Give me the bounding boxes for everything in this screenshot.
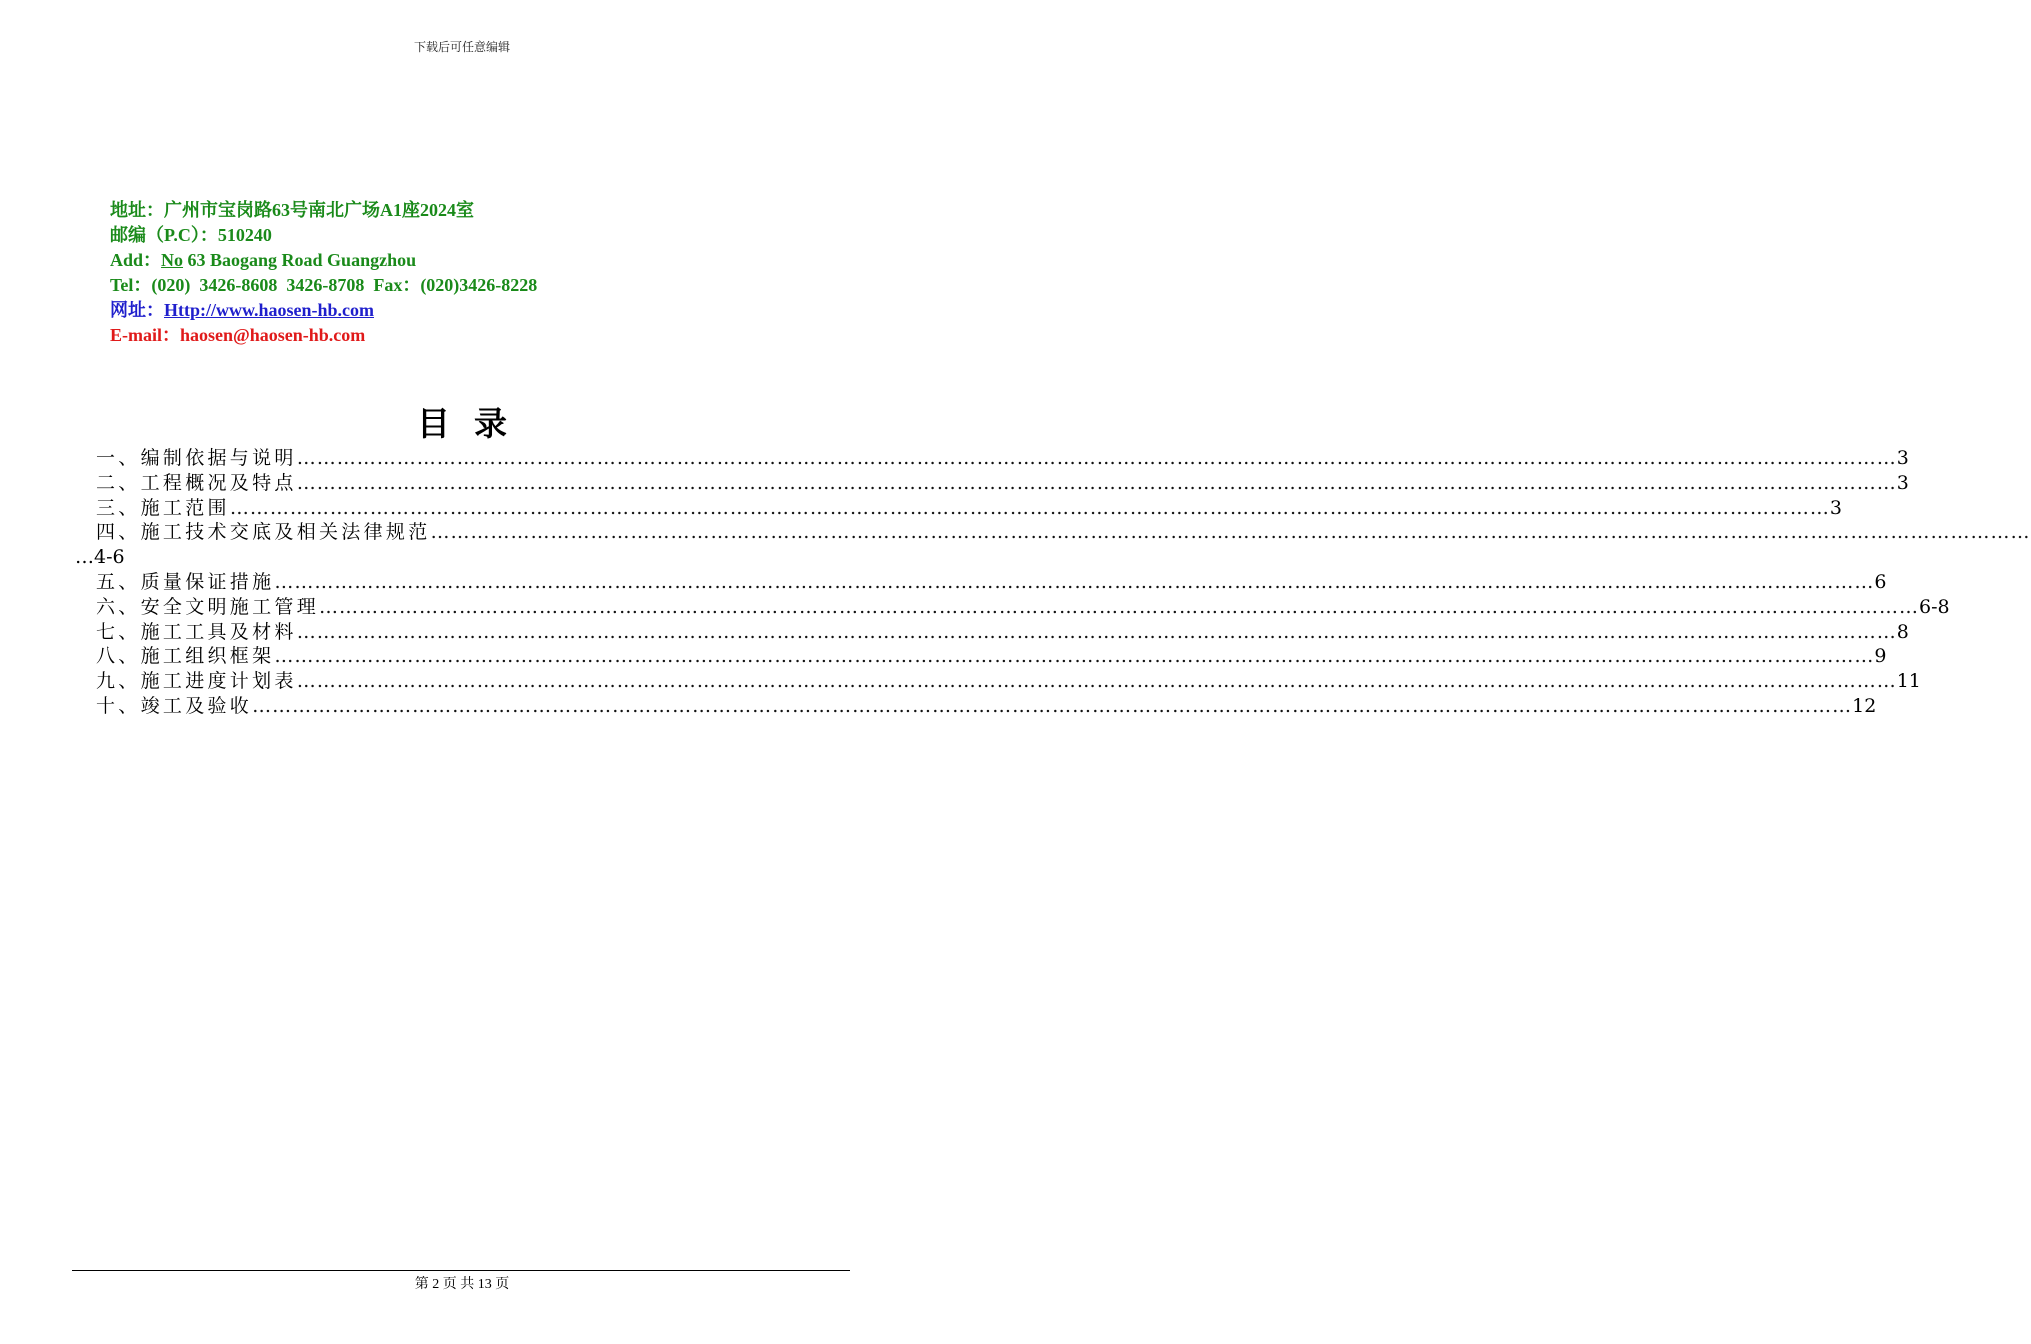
email-line[interactable]: E-mail：haosen@haosen-hb.com	[110, 325, 366, 345]
page-number-footer: 第 2 页 共 13 页	[414, 1277, 510, 1292]
toc-item-continuation	[75, 545, 856, 570]
toc-title: 目录	[417, 404, 531, 443]
toc-item-page: 4-6	[94, 546, 125, 569]
toc-item[interactable]	[96, 471, 1909, 496]
toc-leader: ……………………………………………………………………………………………………………………………………………………………………………………………………………………	[229, 496, 1830, 519]
website-line	[110, 298, 537, 323]
toc-item-label: 四、施工技术交底及相关法律规范	[96, 521, 431, 544]
contact-block	[110, 198, 537, 348]
toc-item[interactable]	[96, 570, 1887, 595]
toc-item-label: 七、施工工具及材料	[96, 620, 297, 643]
add-street: 63 Baogang Road Guangzhou	[183, 250, 417, 270]
toc-item-label: 二、工程概况及特点	[96, 471, 297, 494]
toc-item-label: 三、施工范围	[96, 496, 230, 519]
toc-item-label: 九、施工进度计划表	[96, 670, 297, 693]
tel-fax-line: Tel：(020) 3426-8608 3426-8708 Fax：(020)3426-8228	[110, 275, 538, 295]
toc-item-page: 6-8	[1919, 595, 1950, 618]
toc-item-page: 12	[1852, 694, 1877, 717]
toc-leader: ……………………………………………………………………………………………………………………………………………………………………………………………………………………	[274, 645, 1875, 668]
toc-item-label: 十、竣工及验收	[96, 694, 253, 717]
toc-leader-tail: …	[75, 546, 94, 569]
toc-leader: ……………………………………………………………………………………………………………………………………………………………………………………………………………………	[274, 570, 1875, 593]
toc-item[interactable]	[96, 496, 1842, 521]
toc-item-label: 六、安全文明施工管理	[96, 595, 320, 618]
postcode-line: 邮编（P.C）：510240	[110, 225, 272, 245]
toc-item-label: 五、质量保证措施	[96, 570, 275, 593]
footer-divider	[72, 1270, 850, 1271]
toc-leader: ……………………………………………………………………………………………………………………………………………………………………………………………………………………	[252, 694, 1853, 717]
toc-item-page: 11	[1896, 670, 1921, 693]
toc-item-page: 3	[1896, 471, 1909, 494]
toc-item[interactable]	[96, 595, 1950, 620]
toc-item-page: 3	[1896, 447, 1909, 469]
toc-item-first-line	[96, 520, 2031, 545]
toc-leader: ……………………………………………………………………………………………………………………………………………………………………………………………………………………	[296, 471, 1897, 494]
header-note: 下载后可任意编辑	[413, 40, 510, 54]
toc-item[interactable]	[96, 644, 1887, 669]
website-label: 网址：	[110, 300, 164, 320]
toc-leader: ……………………………………………………………………………………………………………………………………………………………………………………………………………………	[319, 595, 1920, 618]
toc-leader: ……………………………………………………………………………………………………………………………………………………………………………………………………………………	[296, 447, 1897, 469]
toc-item[interactable]	[75, 520, 2031, 570]
toc-item-page: 9	[1874, 645, 1887, 668]
toc-item-label: 一、编制依据与说明	[96, 447, 297, 469]
toc-leader: ……………………………………………………………………………………………………………………………………………………………………………………………………………………	[296, 620, 1897, 643]
add-number-sign: No	[161, 250, 184, 270]
toc-item[interactable]	[96, 620, 1909, 645]
address-line: 地址：广州市宝岗路63号南北广场A1座2024室	[110, 200, 474, 220]
toc-leader: ……………………………………………………………………………………………………………………………………………………………………………………………………………………	[430, 521, 2031, 544]
website-link[interactable]: Http://www.haosen-hb.com	[164, 300, 375, 320]
table-of-contents	[75, 446, 2031, 719]
toc-item[interactable]	[96, 669, 1921, 694]
toc-item[interactable]	[96, 694, 1877, 719]
toc-item[interactable]	[96, 446, 1909, 471]
add-label: Add：	[110, 250, 162, 270]
english-address-line	[110, 248, 537, 273]
toc-item-page: 6	[1874, 570, 1887, 593]
toc-item-page: 8	[1896, 620, 1909, 643]
toc-leader: ……………………………………………………………………………………………………………………………………………………………………………………………………………………	[296, 670, 1897, 693]
toc-item-label: 八、施工组织框架	[96, 645, 275, 668]
toc-item-page: 3	[1829, 496, 1842, 519]
